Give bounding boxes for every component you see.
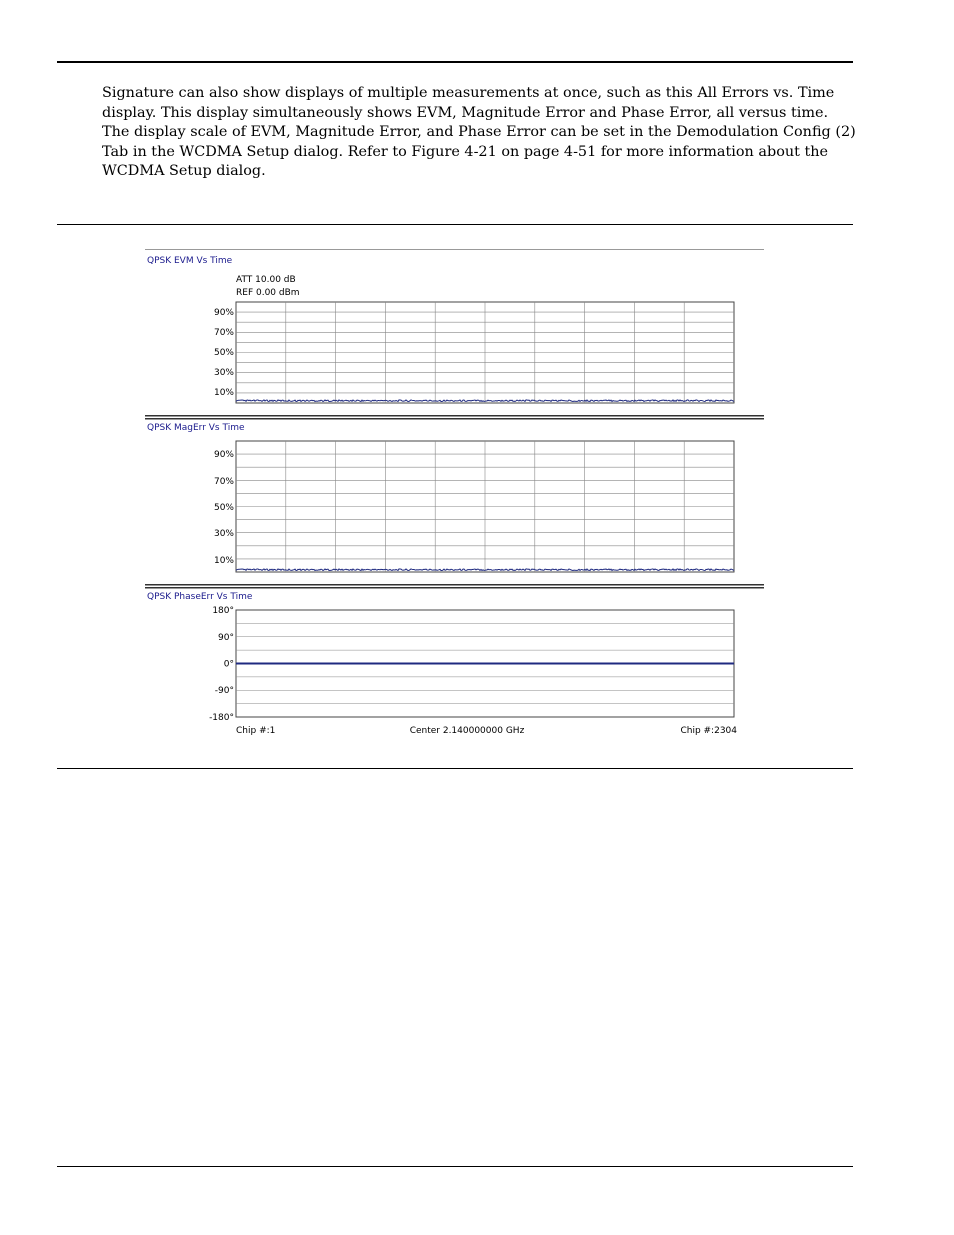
magerr-panel: [147, 423, 734, 572]
all-errors-vs-time-figure: [145, 249, 765, 741]
y-tick-label: 10%: [213, 556, 234, 566]
evm-y-axis: [214, 308, 234, 398]
y-tick-label: 30%: [213, 368, 234, 378]
evm-plot-area: [236, 302, 734, 403]
y-tick-label: 10%: [213, 388, 234, 398]
x-label-center: Center 2.140000000 GHz: [409, 726, 525, 736]
display-top-border: [145, 249, 764, 250]
paragraph-line: Tab in the WCDMA Setup dialog. Refer to Figure 4-21 on page 4-51 for more information about the: [102, 143, 829, 160]
phaseerr-panel: [147, 592, 737, 736]
y-tick-label: 0°: [223, 659, 234, 670]
ref-annotation: REF 0.00 dBm: [236, 288, 300, 298]
magerr-panel-title: QPSK MagErr Vs Time: [147, 423, 245, 433]
paragraph-line: The display scale of EVM, Magnitude Error, and Phase Error can be set in the Demodulation Config (2): [102, 124, 856, 140]
figure-top-rule: [57, 224, 853, 225]
x-label-end: Chip #:2304: [680, 726, 737, 736]
panel-separator: [145, 587, 764, 589]
phaseerr-panel-title: QPSK PhaseErr Vs Time: [147, 592, 253, 602]
att-annotation: ATT 10.00 dB: [236, 275, 296, 285]
y-tick-label: -90°: [214, 686, 234, 696]
evm-panel: [147, 256, 734, 403]
phaseerr-y-axis: [209, 606, 234, 723]
magerr-plot-area: [236, 441, 734, 572]
paragraph-line: WCDMA Setup dialog.: [102, 163, 266, 179]
evm-panel-title: QPSK EVM Vs Time: [147, 256, 233, 266]
magerr-y-axis: [214, 450, 234, 566]
footer-rule: [57, 1166, 853, 1167]
y-tick-label: 90%: [213, 308, 234, 318]
y-tick-label: 180°: [212, 606, 234, 616]
y-tick-label: 70%: [213, 328, 234, 338]
figure-bottom-rule: [57, 768, 853, 769]
panel-separator: [145, 584, 764, 586]
paragraph-line: display. This display simultaneously shows EVM, Magnitude Error and Phase Error, all versus time.: [102, 104, 829, 121]
header-rule: [57, 61, 853, 63]
y-tick-label: 30%: [213, 529, 234, 539]
y-tick-label: 50%: [213, 503, 234, 513]
panel-separator: [145, 415, 764, 417]
paragraph-line: Signature can also show displays of multiple measurements at once, such as this All Errors vs. Time: [102, 85, 835, 101]
y-tick-label: 90°: [218, 633, 234, 643]
y-tick-label: -180°: [209, 713, 234, 723]
y-tick-label: 50%: [213, 348, 234, 358]
body-paragraph: [102, 84, 862, 182]
y-tick-label: 70%: [213, 477, 234, 487]
y-tick-label: 90%: [213, 450, 234, 460]
x-label-start: Chip #:1: [236, 726, 276, 736]
panel-separator: [145, 418, 764, 420]
